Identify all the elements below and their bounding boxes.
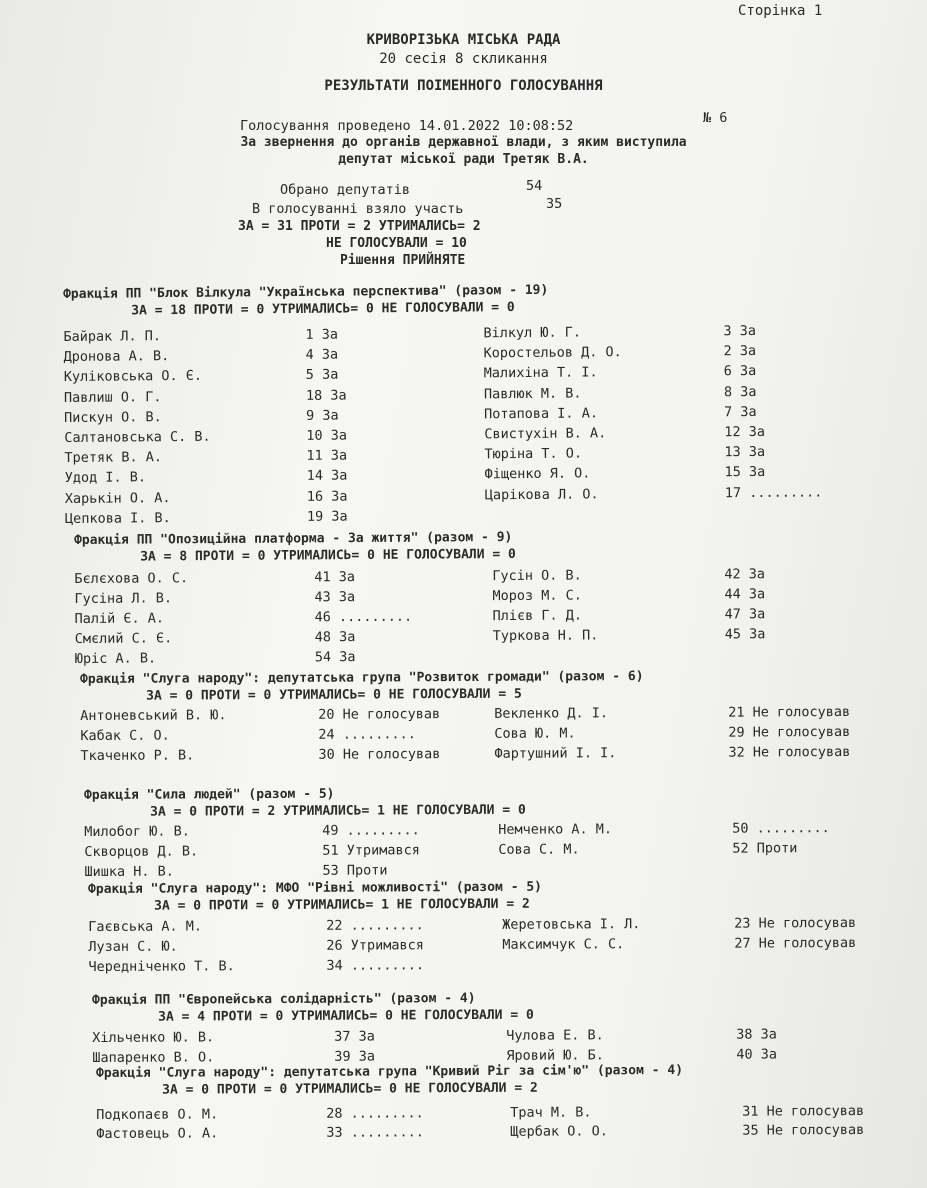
deputy-vote: 28 ......... (326, 1105, 424, 1122)
deputy-name: Бєлєхова О. С. (74, 570, 189, 587)
deputy-vote: 37 За (334, 1028, 375, 1045)
page-label: Сторінка 1 (738, 3, 823, 19)
deputy-vote: 47 За (724, 606, 766, 623)
deputy-name: Палій Є. А. (74, 610, 165, 627)
deputy-name: Хільченко Ю. В. (92, 1029, 215, 1046)
deputy-vote: 45 За (724, 626, 766, 643)
faction-section (84, 783, 927, 880)
deputy-name: Малихіна Т. І. (483, 364, 598, 382)
deputy-name: Жеретовська І. Л. (502, 916, 641, 933)
faction-totals: ЗА = 8 ПРОТИ = 0 УТРИМАЛИСЬ= 0 НЕ ГОЛОСУВАЛИ = 0 (140, 546, 516, 565)
not-voted-total: НЕ ГОЛОСУВАЛИ = 10 (326, 236, 467, 251)
deputy-name: Фіщенко Я. О. (484, 465, 591, 483)
deputy-vote: 32 Не голосував (728, 743, 851, 761)
faction-totals: ЗА = 18 ПРОТИ = 0 УТРИМАЛИСЬ= 0 НЕ ГОЛОСУВАЛИ = 0 (131, 300, 515, 319)
deputy-vote: 52 Проти (732, 840, 798, 857)
deputy-vote: 53 Проти (322, 862, 388, 879)
deputy-vote: 3 За (723, 322, 756, 340)
deputy-name: Ткаченко Р. В. (80, 747, 195, 764)
deputy-vote: 39 За (334, 1048, 376, 1065)
faction-header: Фракція "Слуга народу": депутатська група "Кривий Ріг за сім'ю" (разом - 4) (96, 1062, 684, 1081)
faction-header: Фракція "Слуга народу": МФО "Рівні можливості" (разом - 5) (88, 879, 543, 897)
deputy-vote: 34 ......... (326, 957, 425, 974)
deputy-name: Свистухін В. А. (484, 425, 607, 443)
deputy-vote: 17 ......... (724, 483, 823, 501)
deputy-vote: 30 Не голосував (318, 746, 441, 763)
deputy-name: Яровий Ю. Б. (506, 1047, 604, 1064)
deputy-vote: 43 За (314, 589, 356, 606)
deputy-vote: 1 За (305, 326, 339, 343)
vote-number: № 6 (703, 110, 728, 126)
deputy-name: Максимчук С. С. (502, 936, 625, 953)
faction-header: Фракція ПП "Опозиційна платформа - За життя" (разом - 9) (74, 529, 513, 548)
deputy-vote: 7 За (724, 403, 757, 421)
deputy-name: Тюріна Т. О. (484, 445, 583, 463)
voting-timestamp: Голосування проведено 14.01.2022 10:08:52 (240, 118, 574, 134)
faction-section (80, 667, 927, 764)
deputy-vote: 24 ......... (318, 726, 416, 743)
deputy-name: Сова Ю. М. (494, 725, 576, 742)
deputy-name: Коростельов Д. О. (483, 344, 622, 362)
deputy-name: Подкопаєв О. М. (96, 1106, 219, 1123)
deputy-vote: 18 За (305, 387, 347, 404)
deputy-vote: 49 ......... (322, 822, 420, 839)
deputy-name: Чередніченко Т. В. (88, 958, 235, 975)
deputy-vote: 12 За (724, 423, 766, 441)
deputy-vote: 40 За (736, 1046, 778, 1063)
deputy-vote: 33 ......... (326, 1124, 424, 1141)
elected-label: Обрано депутатів (280, 182, 411, 198)
deputy-vote: 54 За (314, 649, 356, 666)
deputy-vote: 11 За (306, 447, 348, 465)
faction-header: Фракція "Слуга народу": депутатська група "Розвиток громади" (разом - 6) (80, 669, 644, 687)
deputy-name: Харькін О. А. (64, 489, 171, 507)
deputy-name: Байрак Л. П. (63, 328, 162, 345)
deputy-vote: 21 Не голосував (728, 703, 851, 721)
deputy-name: Салтановська С. В. (64, 428, 211, 446)
deputy-vote: 35 Не голосував (742, 1121, 865, 1139)
deputy-vote: 10 За (306, 427, 348, 444)
deputy-name: Фартушний І. І. (494, 745, 617, 762)
participated-label: В голосуванні взяло участь (252, 201, 464, 217)
faction-totals: ЗА = 0 ПРОТИ = 0 УТРИМАЛИСЬ= 1 НЕ ГОЛОСУВАЛИ = 2 (154, 896, 530, 914)
deputy-vote: 50 ......... (732, 820, 830, 837)
deputy-name: Антоневський В. Ю. (80, 707, 227, 724)
deputy-name: Гусін О. В. (492, 567, 582, 585)
deputy-name: Гаєвська А. М. (88, 918, 203, 935)
deputy-name: Кабак С. О. (80, 727, 170, 744)
deputy-name: Скворцов Д. В. (84, 843, 199, 860)
deputy-vote: 8 За (723, 383, 757, 400)
deputy-vote: 31 Не голосував (742, 1102, 865, 1120)
deputy-vote: 23 Не голосував (734, 914, 857, 932)
faction-totals: ЗА = 0 ПРОТИ = 0 УТРИМАЛИСЬ= 0 НЕ ГОЛОСУВАЛИ = 2 (162, 1080, 538, 1098)
deputy-name: Чулова Е. В. (506, 1027, 604, 1044)
document-title: РЕЗУЛЬТАТИ ПОІМЕННОГО ГОЛОСУВАННЯ (324, 78, 603, 94)
deputy-vote: 38 За (736, 1026, 777, 1043)
deputy-name: Потапова І. А. (484, 405, 598, 423)
deputy-name: Векленко Д. І. (494, 705, 609, 722)
deputy-vote: 6 За (723, 363, 757, 380)
faction-section (74, 527, 927, 667)
faction-totals: ЗА = 0 ПРОТИ = 0 УТРИМАЛИСЬ= 0 НЕ ГОЛОСУВАЛИ = 5 (146, 686, 522, 704)
deputy-name: Павлиш О. Г. (63, 388, 162, 406)
deputy-vote: 22 ......... (326, 917, 424, 934)
deputy-name: Куліковська О. Є. (63, 368, 203, 386)
faction-section (88, 877, 927, 975)
deputy-vote: 13 За (724, 444, 766, 461)
deputy-name: Вілкул Ю. Г. (483, 324, 582, 342)
deputy-name: Удод І. В. (64, 469, 147, 487)
deputy-vote: 2 За (723, 343, 757, 360)
elected-value: 54 (526, 178, 543, 194)
deputy-name: Немченко А. М. (498, 821, 613, 838)
deputy-name: Плієв Г. Д. (492, 607, 583, 625)
faction-totals: ЗА = 4 ПРОТИ = 0 УТРИМАЛИСЬ= 0 НЕ ГОЛОСУВАЛИ = 0 (158, 1007, 534, 1025)
deputy-vote: 27 Не голосував (734, 934, 857, 952)
deputy-name: Пискун О. В. (64, 408, 162, 426)
deputy-name: Трач М. В. (510, 1104, 592, 1121)
deputy-vote: 15 За (724, 464, 766, 481)
deputy-name: Гусіна Л. В. (74, 590, 173, 607)
deputy-name: Третяк В. А. (64, 449, 163, 467)
deputy-vote: 14 За (306, 467, 348, 485)
deputy-name: Шишка Н. В. (84, 863, 174, 880)
subject-line-1: За звернення до органів державної влади, з яким виступила (240, 135, 687, 150)
decision: Рішення ПРИЙНЯТЕ (340, 253, 466, 268)
council-name: КРИВОРІЗЬКА МІСЬКА РАДА (366, 32, 561, 48)
deputy-name: Павлюк М. В. (483, 385, 582, 402)
deputy-vote: 4 За (305, 346, 339, 364)
faction-header: Фракція ПП "Європейська солідарність" (разом - 4) (92, 990, 476, 1008)
deputy-name: Сова С. М. (498, 841, 580, 858)
deputy-vote: 16 За (306, 488, 348, 505)
deputy-vote: 46 ......... (314, 608, 413, 626)
deputy-vote: 48 За (314, 629, 356, 646)
deputy-name: Лузан С. Ю. (88, 938, 178, 955)
deputy-name: Юріс А. В. (74, 650, 157, 667)
deputy-vote: 44 За (724, 586, 766, 603)
participated-value: 35 (546, 196, 563, 212)
deputy-name: Смєлий С. Є. (74, 630, 173, 647)
deputy-vote: 41 За (314, 569, 356, 586)
deputy-vote: 19 За (306, 508, 348, 525)
faction-totals: ЗА = 0 ПРОТИ = 2 УТРИМАЛИСЬ= 1 НЕ ГОЛОСУВАЛИ = 0 (150, 802, 526, 820)
deputy-vote: 29 Не голосував (728, 723, 851, 741)
faction-header: Фракція ПП "Блок Вілкула "Українська перспектива" (разом - 19) (63, 282, 549, 302)
deputy-name: Царікова Л. О. (484, 485, 599, 503)
faction-header: Фракція "Сила людей" (разом - 5) (84, 786, 335, 803)
deputy-vote: 42 За (724, 566, 766, 583)
deputy-vote: 9 За (306, 407, 339, 424)
vote-totals: ЗА = 31 ПРОТИ = 2 УТРИМАЛИСЬ= 2 (238, 219, 481, 234)
faction-section (63, 279, 927, 527)
deputy-vote: 5 За (305, 366, 339, 384)
session-line: 20 сесія 8 скликання (379, 51, 548, 67)
deputy-name: Мороз М. С. (492, 587, 582, 605)
deputy-name: Шапаренко В. О. (92, 1049, 215, 1066)
deputy-vote: 51 Утримався (322, 842, 420, 859)
deputy-vote: 20 Не голосував (318, 706, 441, 723)
deputy-name: Щербак О. О. (510, 1123, 608, 1140)
deputy-name: Цепкова І. В. (64, 509, 171, 527)
subject-line-2: депутат міської ради Третяк В.А. (338, 152, 589, 167)
deputy-name: Милобог Ю. В. (84, 823, 190, 840)
deputy-name: Туркова Н. П. (492, 627, 599, 645)
faction-section (92, 988, 927, 1066)
deputy-name: Фастовець О. А. (96, 1125, 219, 1142)
deputy-vote: 26 Утримався (326, 937, 424, 954)
deputy-name: Дронова А. В. (63, 348, 170, 366)
